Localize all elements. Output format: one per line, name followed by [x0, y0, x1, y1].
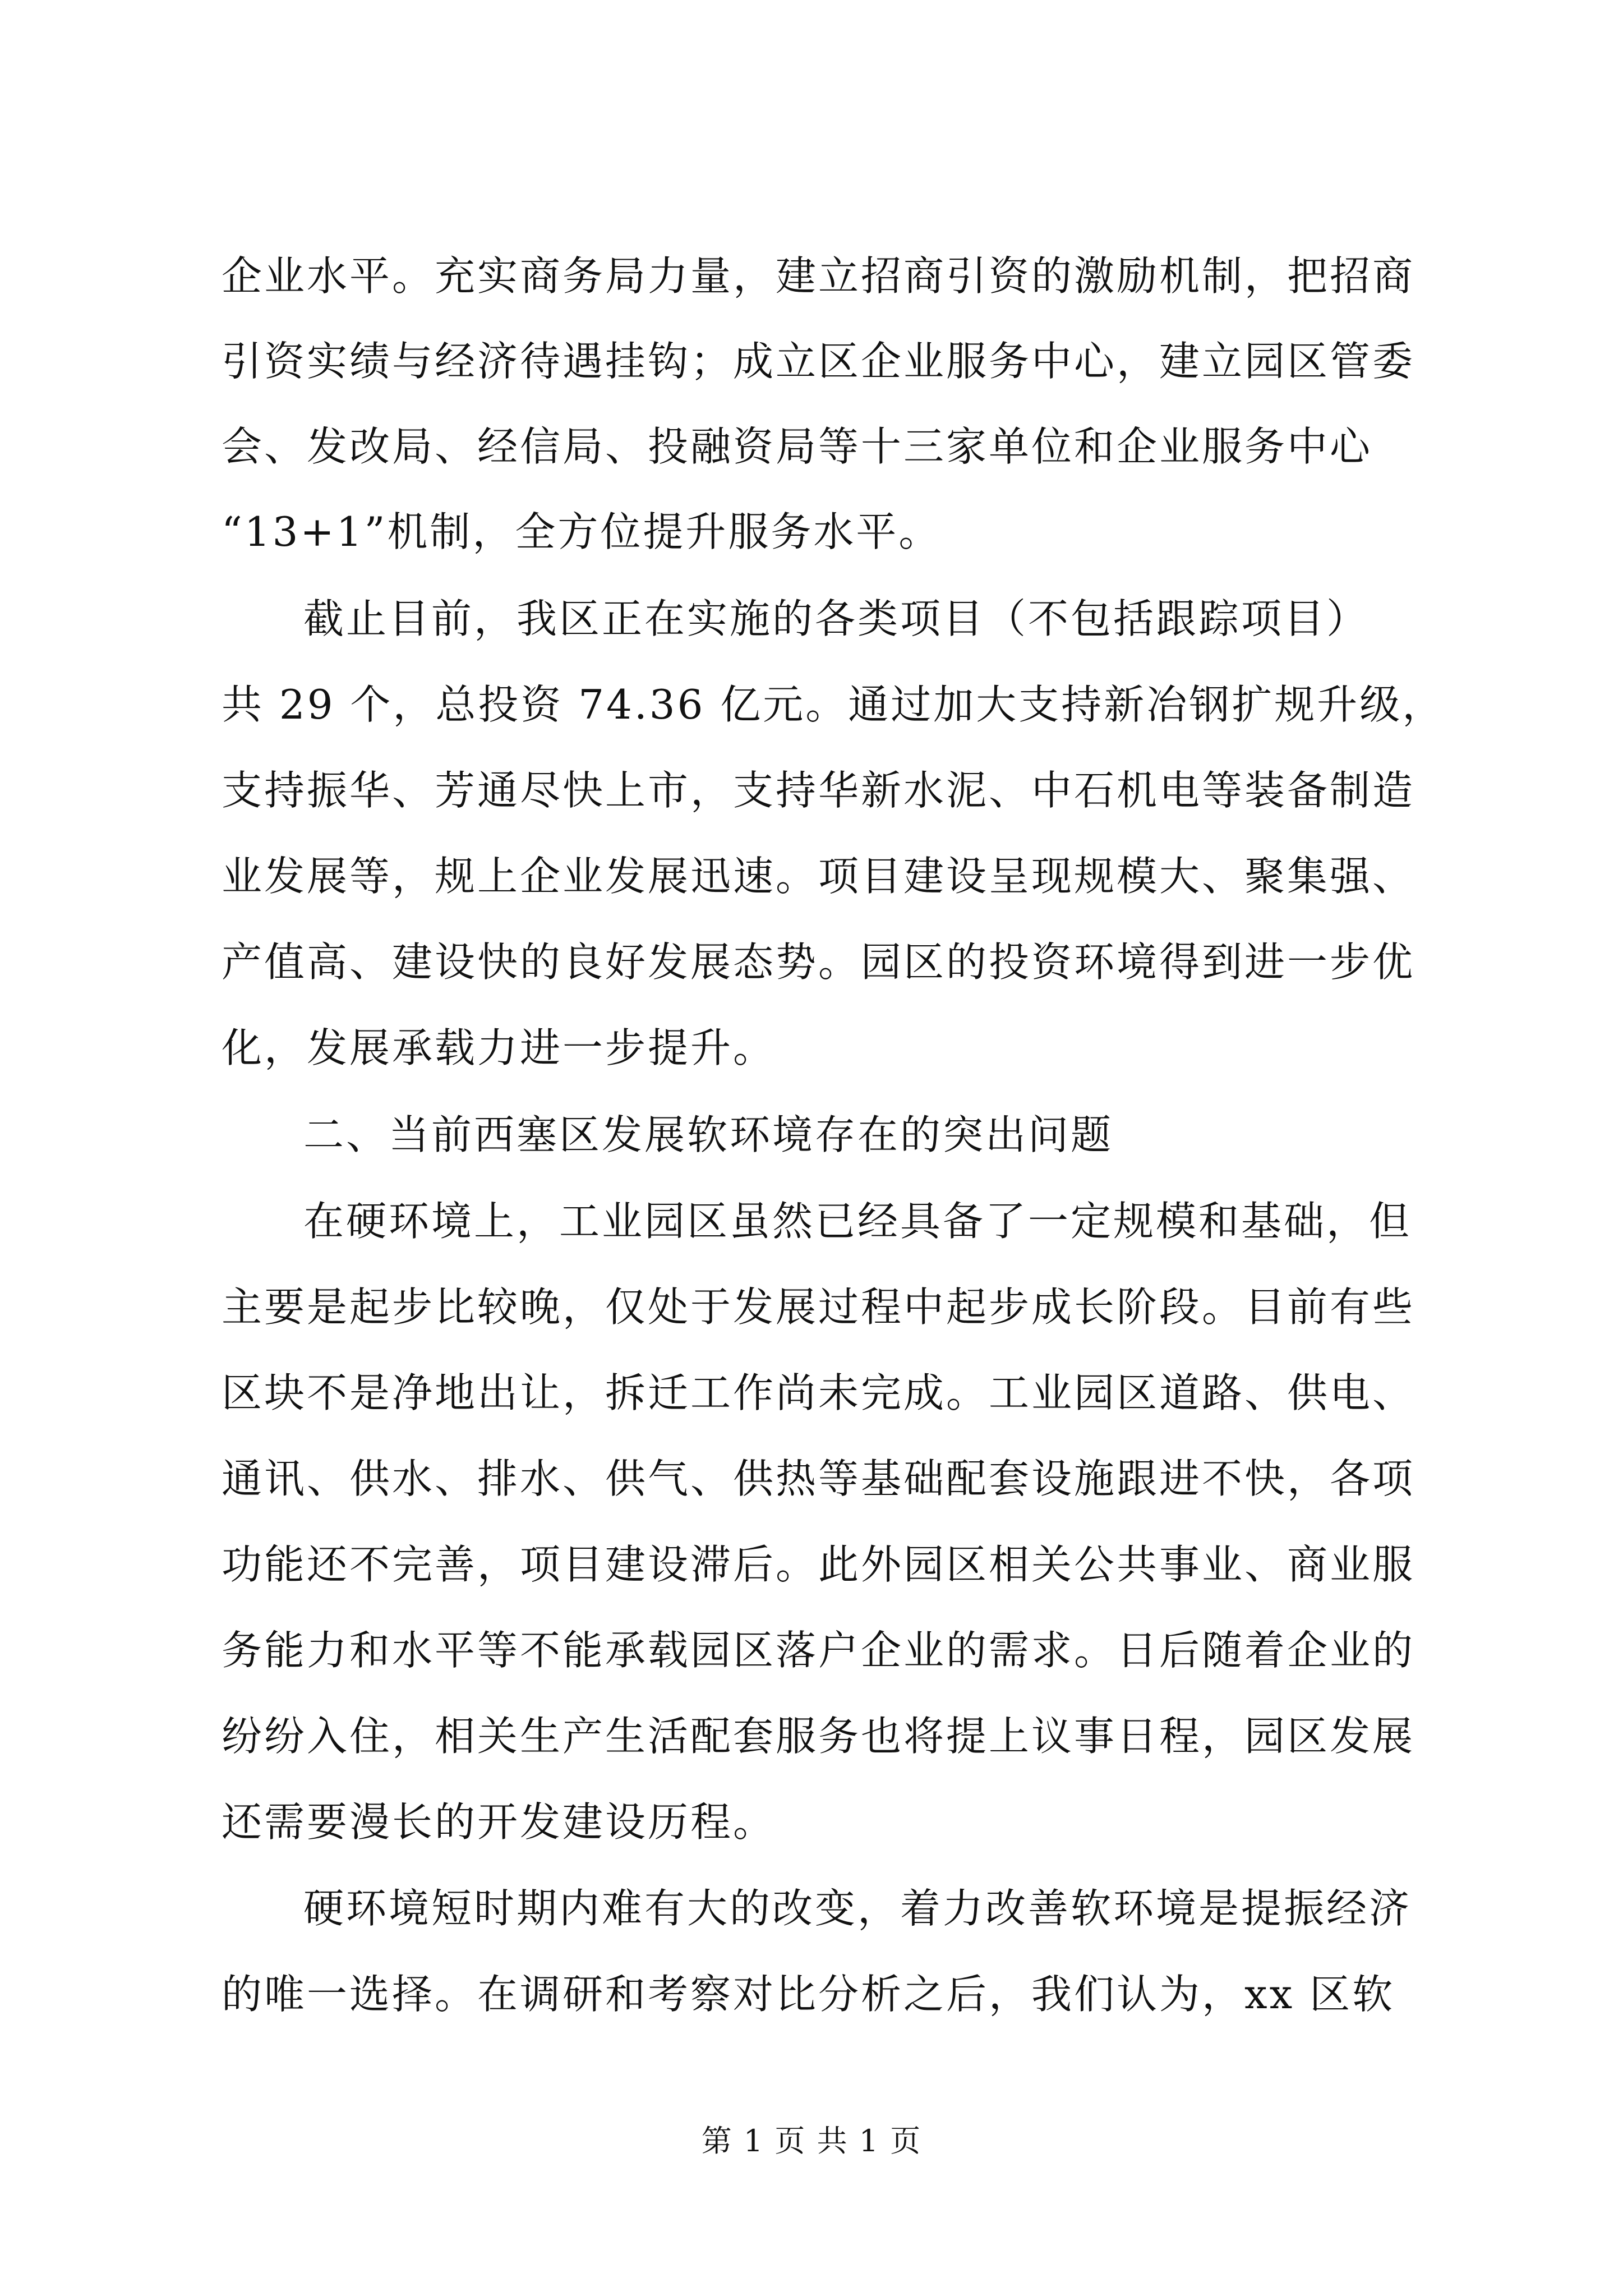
text-line: 的唯一选择。在调研和考察对比分析之后，我们认为，xx 区软	[222, 1971, 1395, 2018]
text-line: 通讯、供水、排水、供气、供热等基础配套设施跟进不快，各项	[222, 1455, 1415, 1502]
text-line: 引资实绩与经济待遇挂钩；成立区企业服务中心，建立园区管委	[222, 338, 1415, 385]
text-line: 产值高、建设快的良好发展态势。园区的投资环境得到进一步优	[222, 938, 1415, 986]
text-line: 化，发展承载力进一步提升。	[222, 1024, 776, 1071]
text-line: “13+1”机制，全方位提升服务水平。	[222, 508, 942, 555]
text-line: 务能力和水平等不能承载园区落户企业的需求。日后随着企业的	[222, 1627, 1415, 1674]
text-line: 主要是起步比较晚，仅处于发展过程中起步成长阶段。目前有些	[222, 1283, 1415, 1331]
text-line: 纷纷入住，相关生产生活配套服务也将提上议事日程，园区发展	[222, 1713, 1415, 1760]
text-line: 共 29 个，总投资 74.36 亿元。通过加大支持新冶钢扩规升级，	[222, 681, 1445, 728]
text-line: 功能还不完善，项目建设滞后。此外园区相关公共事业、商业服	[222, 1541, 1415, 1588]
text-line: 还需要漫长的开发建设历程。	[222, 1798, 776, 1846]
section-heading: 二、当前西塞区发展软环境存在的突出问题	[303, 1111, 1114, 1158]
text-line: 支持振华、芳通尽快上市，支持华新水泥、中石机电等装备制造	[222, 767, 1415, 814]
text-line: 会、发改局、经信局、投融资局等十三家单位和企业服务中心	[222, 423, 1373, 470]
text-line: 业发展等，规上企业发展迅速。项目建设呈现规模大、聚集强、	[222, 853, 1415, 900]
paragraph-first-line: 硬环境短时期内难有大的改变，着力改善软环境是提振经济	[303, 1885, 1412, 1932]
paragraph-first-line: 在硬环境上，工业园区虽然已经具备了一定规模和基础，但	[303, 1198, 1412, 1245]
text-line: 企业水平。充实商务局力量，建立招商引资的激励机制，把招商	[222, 252, 1415, 300]
page-footer: 第 1 页 共 1 页	[701, 2123, 922, 2159]
text-line: 区块不是净地出让，拆迁工作尚未完成。工业园区道路、供电、	[222, 1369, 1415, 1416]
paragraph-first-line: 截止目前，我区正在实施的各类项目（不包括跟踪项目）	[303, 595, 1370, 642]
